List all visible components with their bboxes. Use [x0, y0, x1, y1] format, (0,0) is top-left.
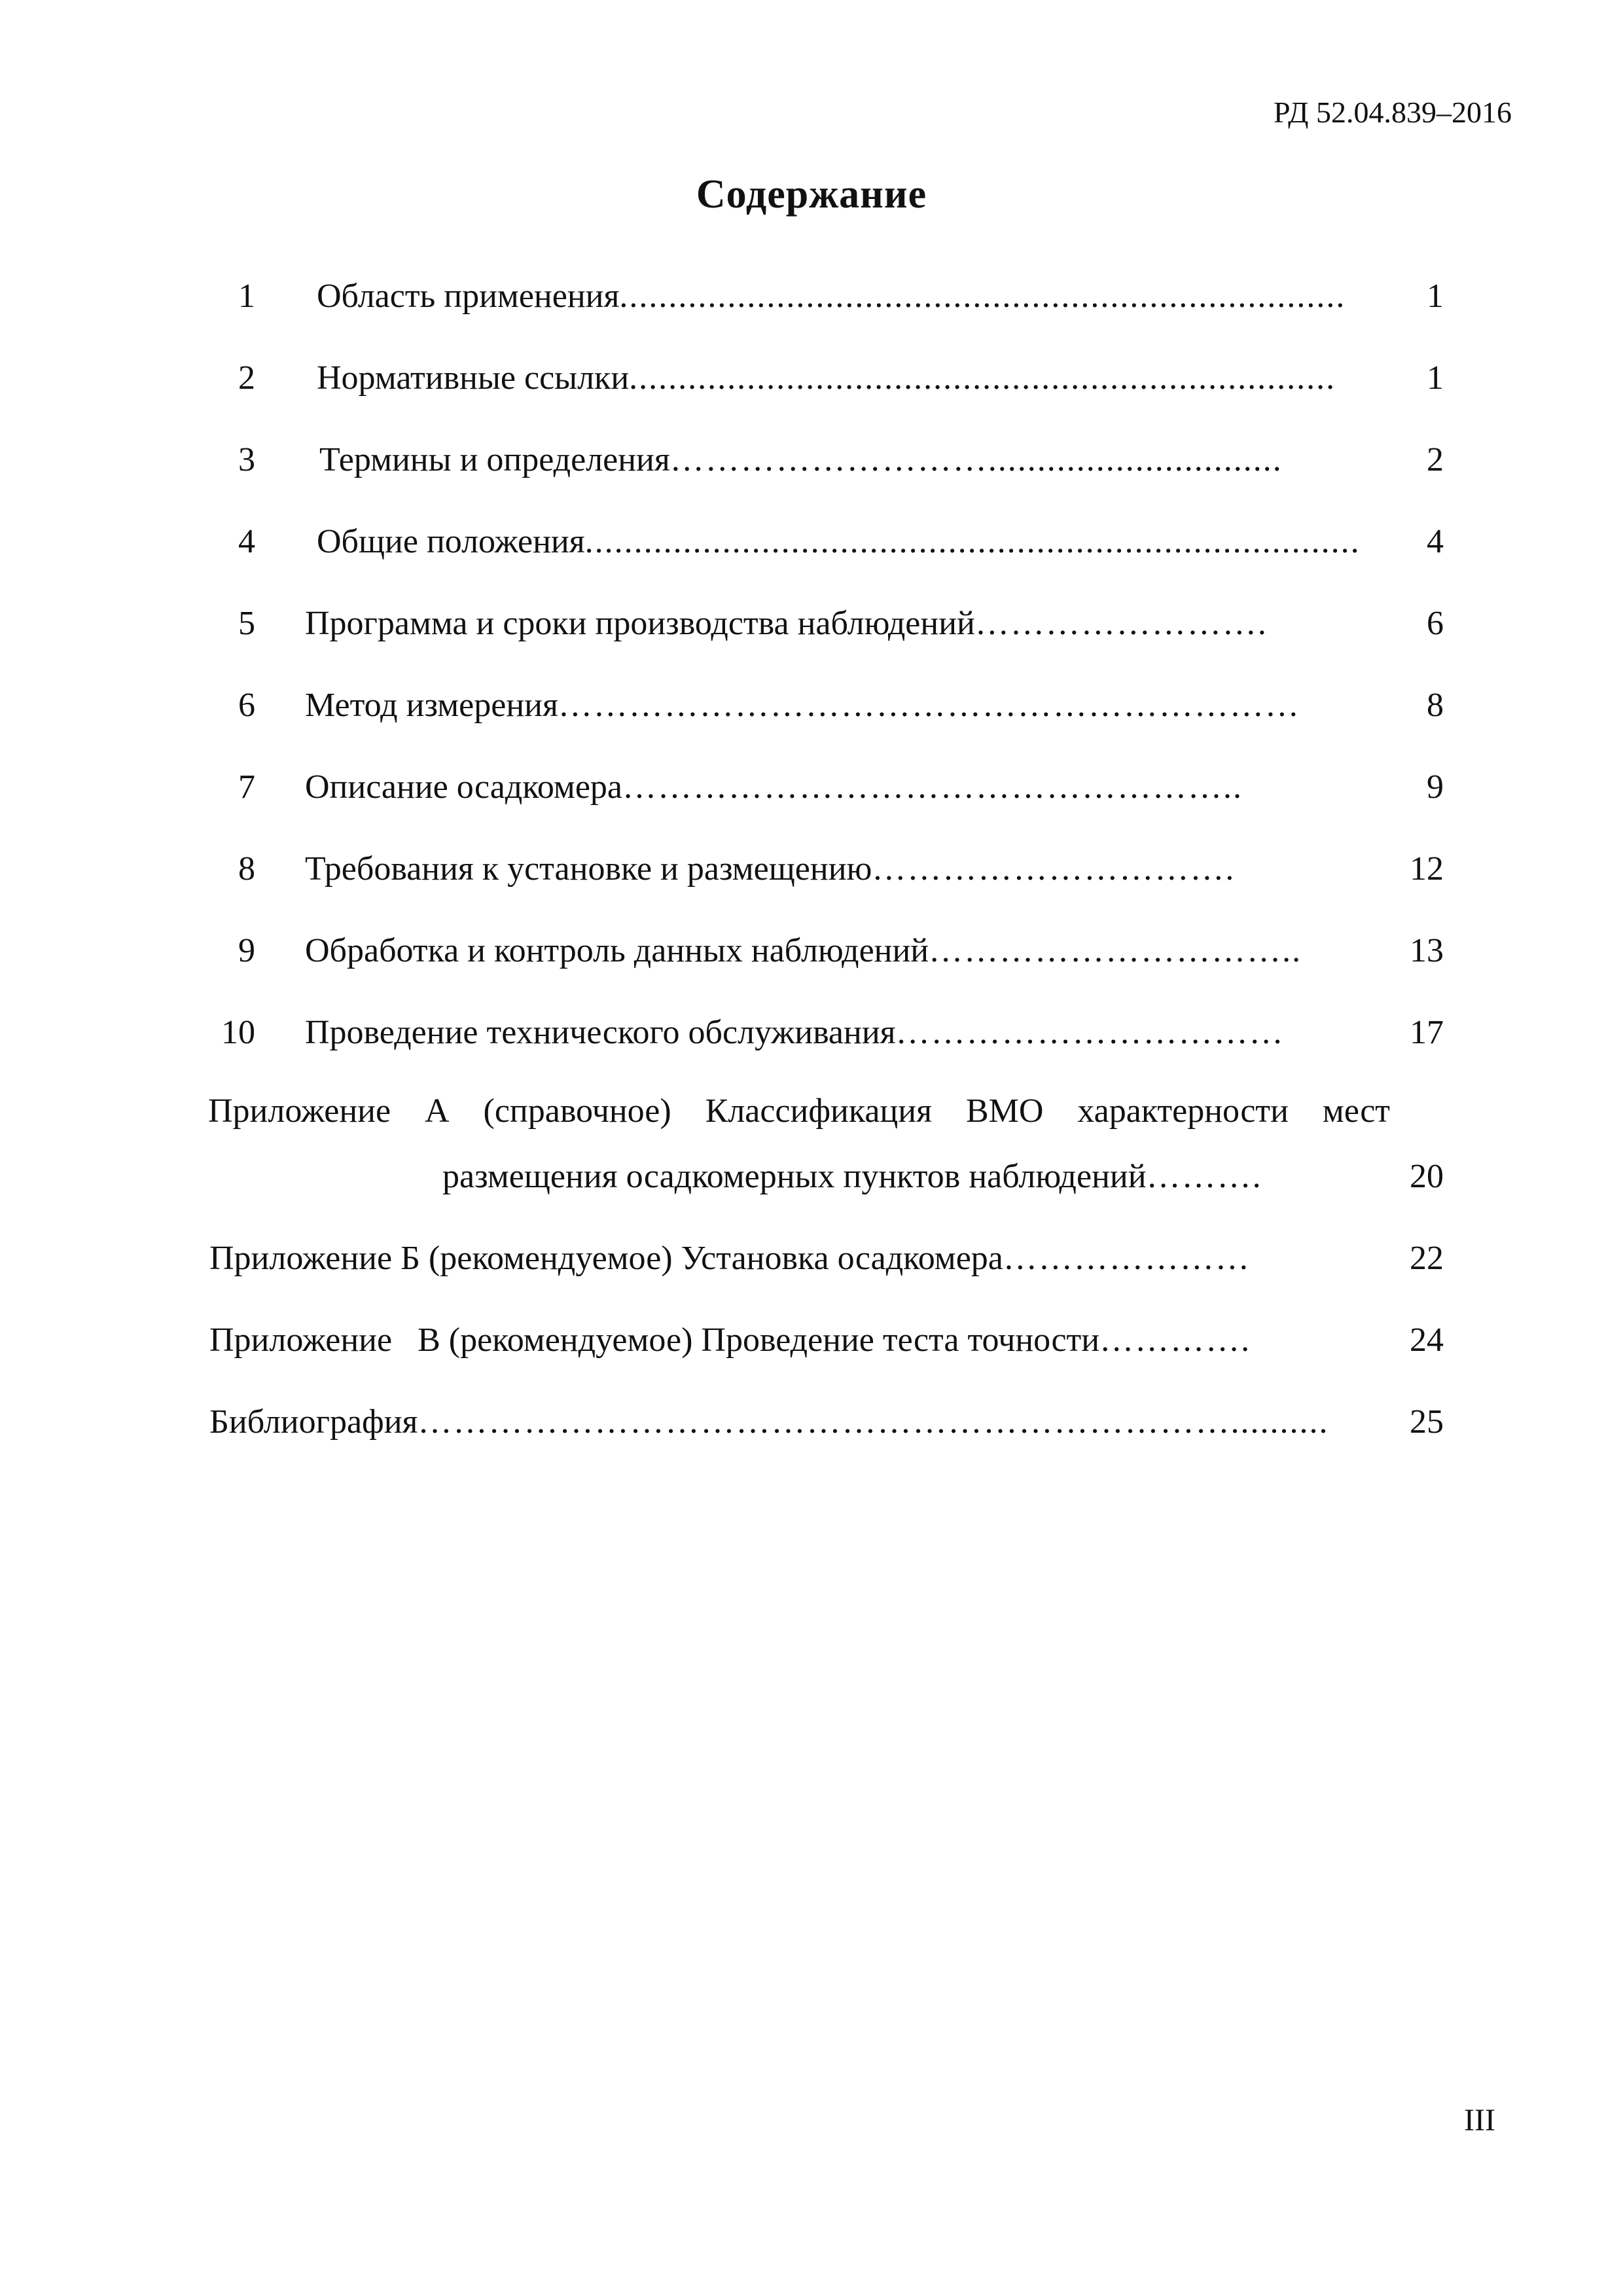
toc-entry-leader: ………………………………………………………	[558, 687, 1300, 724]
toc-entry-title: Обработка и контроль данных наблюдений	[305, 932, 929, 969]
toc-entry-title: Проведение технического обслуживания	[305, 1014, 896, 1051]
toc-entry-title: Приложение Б (рекомендуемое) Установка осадкомера	[209, 1240, 1003, 1277]
toc-entry-title: Метод измерения	[305, 687, 558, 724]
toc-entry-page: 2	[1427, 441, 1444, 478]
toc-entry-title: Термины и определения	[319, 441, 670, 478]
toc-entry-page: 24	[1410, 1321, 1444, 1359]
toc-entry-leader: ………………………..............................	[669, 441, 1283, 478]
toc-entry-number: 6	[238, 687, 255, 724]
toc-entry-5[interactable]	[0, 601, 1623, 647]
toc-entry-leader: ……………………………	[895, 1014, 1285, 1051]
toc-entry-page: 13	[1410, 932, 1444, 969]
toc-entry-number: 4	[238, 523, 255, 560]
toc-entry-number: 9	[238, 932, 255, 969]
toc-entry-leader: ………………………….	[872, 850, 1236, 888]
toc-entry-page: 17	[1410, 1014, 1444, 1051]
toc-entry-title: Требования к установке и размещению	[305, 850, 872, 888]
toc-entry-leader: ………….	[1099, 1321, 1251, 1359]
toc-entry-title: Библиография	[209, 1403, 418, 1441]
toc-entry-number: 10	[221, 1014, 255, 1051]
toc-entry-title: Приложение В (рекомендуемое) Проведение теста точности	[209, 1321, 1100, 1359]
toc-entry-title: Описание осадкомера	[305, 768, 622, 806]
toc-entry-page: 12	[1410, 850, 1444, 888]
toc-entry-leader: ……………………………………………………………..........	[418, 1403, 1329, 1441]
toc-entry-title: Нормативные ссылки	[317, 359, 630, 397]
toc-entry-title: Программа и сроки производства наблюдений	[305, 605, 975, 642]
page-number: III	[1464, 2103, 1495, 2138]
toc-entry-7[interactable]	[0, 764, 1623, 810]
toc-entry-title: Общие положения	[317, 523, 585, 560]
toc-entry-page: 9	[1427, 768, 1444, 806]
toc-appendix-b[interactable]	[0, 1236, 1623, 1282]
toc-bibliography[interactable]	[0, 1399, 1623, 1445]
toc-entry-page: 1	[1427, 278, 1444, 315]
toc-entry-2[interactable]	[0, 355, 1623, 401]
toc-appendix-a-title-line2: размещения осадкомерных пунктов наблюдений	[442, 1158, 1147, 1195]
toc-entry-4[interactable]	[0, 519, 1623, 565]
toc-entry-leader: …………………………..	[929, 932, 1302, 969]
toc-entry-leader: ……………………………………………..	[622, 768, 1243, 806]
toc-entry-leader: …………………….	[974, 605, 1268, 642]
toc-entry-page: 8	[1427, 687, 1444, 724]
toc-entry-title: Область применения	[317, 278, 620, 315]
toc-entry-leader: …………………	[1003, 1240, 1251, 1277]
toc-entry-page: 1	[1427, 359, 1444, 397]
toc-appendix-v[interactable]	[0, 1318, 1623, 1363]
toc-appendix-a-title-line1: Приложение А (справочное) Классификация ВМО характерности мест	[208, 1092, 1390, 1130]
toc-entry-9[interactable]	[0, 928, 1623, 974]
toc-entry-number: 2	[238, 359, 255, 397]
toc-entry-page: 4	[1427, 523, 1444, 560]
toc-entry-page: 20	[1410, 1158, 1444, 1195]
toc-entry-number: 7	[238, 768, 255, 806]
document-number: РД 52.04.839–2016	[1273, 96, 1512, 129]
toc-entry-number: 3	[238, 441, 255, 478]
toc-entry-number: 1	[238, 278, 255, 315]
toc-entry-number: 8	[238, 850, 255, 888]
toc-entry-page: 6	[1427, 605, 1444, 642]
toc-entry-1[interactable]	[0, 274, 1623, 319]
toc-entry-3[interactable]	[0, 437, 1623, 483]
toc-entry-leader: ...............................................................................	[584, 523, 1361, 560]
toc-entry-10[interactable]	[0, 1010, 1623, 1056]
toc-entry-page: 25	[1410, 1403, 1444, 1441]
toc-entry-leader: ……….	[1146, 1158, 1262, 1195]
toc-entry-number: 5	[238, 605, 255, 642]
page-title: Содержание	[696, 172, 927, 217]
toc-entry-6[interactable]	[0, 683, 1623, 728]
toc-entry-leader: ..........................................................................	[619, 278, 1346, 315]
toc-entry-leader: ........................................................................	[629, 359, 1336, 397]
toc-entry-8[interactable]	[0, 846, 1623, 892]
toc-entry-page: 22	[1410, 1240, 1444, 1277]
